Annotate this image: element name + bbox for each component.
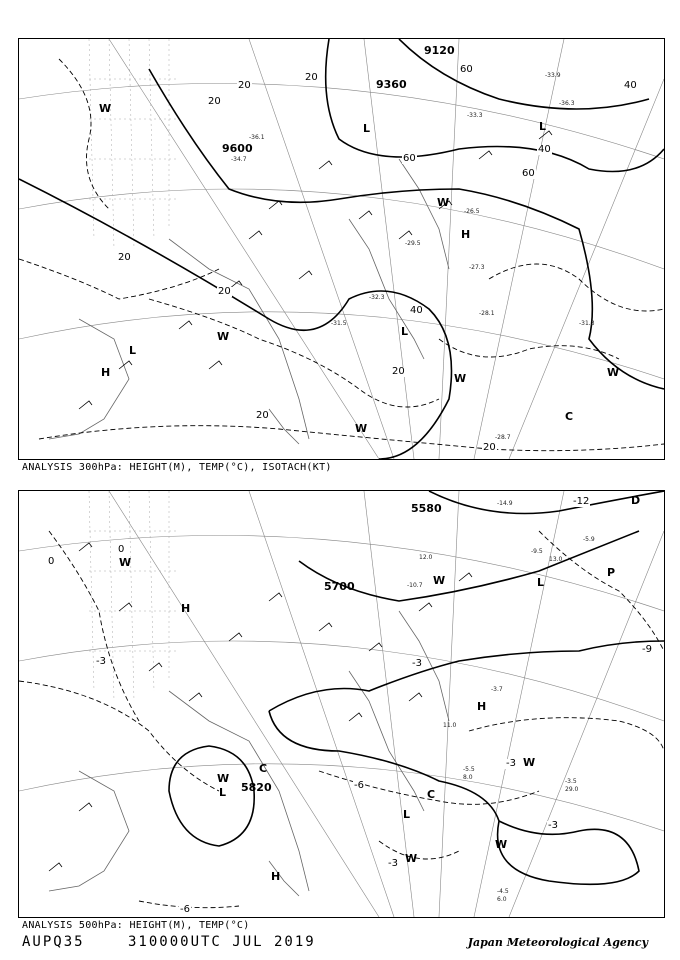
height-label: 5580 [411,502,442,515]
station-value: 13.0 [549,556,563,563]
station-value: -9.5 [531,548,543,555]
center-marker: H [181,602,191,615]
isotach-label: 40 [538,144,551,155]
upper-isotherms [19,59,664,451]
center-marker: W [217,330,230,343]
center-marker: W [433,574,446,587]
upper-caption: ANALYSIS 300hPa: HEIGHT(M), TEMP(°C), ISOTACH(KT) [22,462,332,473]
station-value: -32.3 [369,294,385,301]
station-value: -14.9 [497,500,513,507]
isotach-label: 20 [305,72,318,83]
center-marker: L [363,122,371,135]
center-marker: L [403,808,411,821]
center-marker: W [437,196,450,209]
station-value: -10.7 [407,582,423,589]
center-marker: L [401,325,409,338]
station-value: -28.7 [495,434,511,441]
center-marker: L [539,120,547,133]
height-label: 9600 [222,142,253,155]
center-marker: W [217,772,230,785]
center-marker: P [607,566,616,579]
station-value: -26.5 [464,208,480,215]
product-id: AUPQ35 [22,934,85,950]
center-marker: H [461,228,471,241]
center-marker: L [219,786,227,799]
center-marker: C [259,762,268,775]
station-value: -4.5 [497,888,509,895]
temp-label: -3 [412,658,422,669]
center-marker: W [99,102,112,115]
center-marker: W [119,556,132,569]
isotach-label: 20 [208,96,221,107]
isotach-label: 60 [522,168,535,179]
height-label: 5700 [324,580,355,593]
isotach-label: 20 [218,286,231,297]
isotach-label: 40 [410,305,423,316]
station-value: -31.5 [331,320,347,327]
station-value: -5.9 [583,536,595,543]
station-value: 29.0 [565,786,579,793]
station-value: -33.3 [467,112,483,119]
station-value: 12.0 [419,554,433,561]
temp-label: -9 [642,644,652,655]
isotach-label: 60 [460,64,473,75]
center-marker: W [607,366,620,379]
temp-label: -3 [548,820,558,831]
center-marker: W [495,838,508,851]
station-value: -28.1 [479,310,495,317]
station-value: -34.7 [231,156,247,163]
station-value: -36.3 [559,100,575,107]
isotach-label: 20 [238,80,251,91]
station-value: -27.3 [469,264,485,271]
station-value: -3.7 [491,686,503,693]
height-label: 9360 [376,78,407,91]
isotach-label: 20 [256,410,269,421]
upper-chart-300hpa [18,38,665,460]
temp-label: -12 [573,496,590,507]
station-value: -5.5 [463,766,475,773]
station-value: 11.0 [443,722,457,729]
isotach-label: 20 [118,252,131,263]
station-value: -36.1 [249,134,265,141]
lower-terrain-hatch [89,491,179,701]
center-marker: W [523,756,536,769]
agency-name: Japan Meteorological Agency [467,936,648,949]
center-marker: C [427,788,436,801]
center-marker: W [355,422,368,435]
temp-label: -6 [354,780,364,791]
station-value: 6.0 [497,896,507,903]
lower-height-contours [169,491,664,884]
center-marker: D [631,494,641,507]
station-value: -3.5 [565,778,577,785]
station-value: -31.3 [579,320,595,327]
temp-label: 0 [48,556,55,567]
lower-caption: ANALYSIS 500hPa: HEIGHT(M), TEMP(°C) [22,920,250,931]
lower-graticule [19,491,664,917]
valid-time: 310000UTC JUL 2019 [128,934,316,950]
isotach-label: 60 [403,153,416,164]
center-marker: H [477,700,487,713]
temp-label: -3 [506,758,516,769]
temp-label: -3 [96,656,106,667]
isotach-label: 20 [483,442,496,453]
temp-label: -6 [180,904,190,915]
isotach-label: 20 [392,366,405,377]
station-value: -33.9 [545,72,561,79]
center-marker: W [454,372,467,385]
lower-chart-500hpa [18,490,665,918]
isotach-label: 40 [624,80,637,91]
station-value: -29.5 [405,240,421,247]
upper-terrain-hatch [89,39,179,249]
center-marker: C [565,410,574,423]
lower-wind-barbs [49,543,472,871]
center-marker: L [129,344,137,357]
temp-label: -3 [388,858,398,869]
station-value: 8.0 [463,774,473,781]
temp-label: 0 [118,544,125,555]
center-marker: L [537,576,545,589]
center-marker: W [405,852,418,865]
height-label: 5820 [241,781,272,794]
lower-map-graphics [19,491,664,917]
height-label: 9120 [424,44,455,57]
center-marker: H [101,366,111,379]
center-marker: H [271,870,281,883]
